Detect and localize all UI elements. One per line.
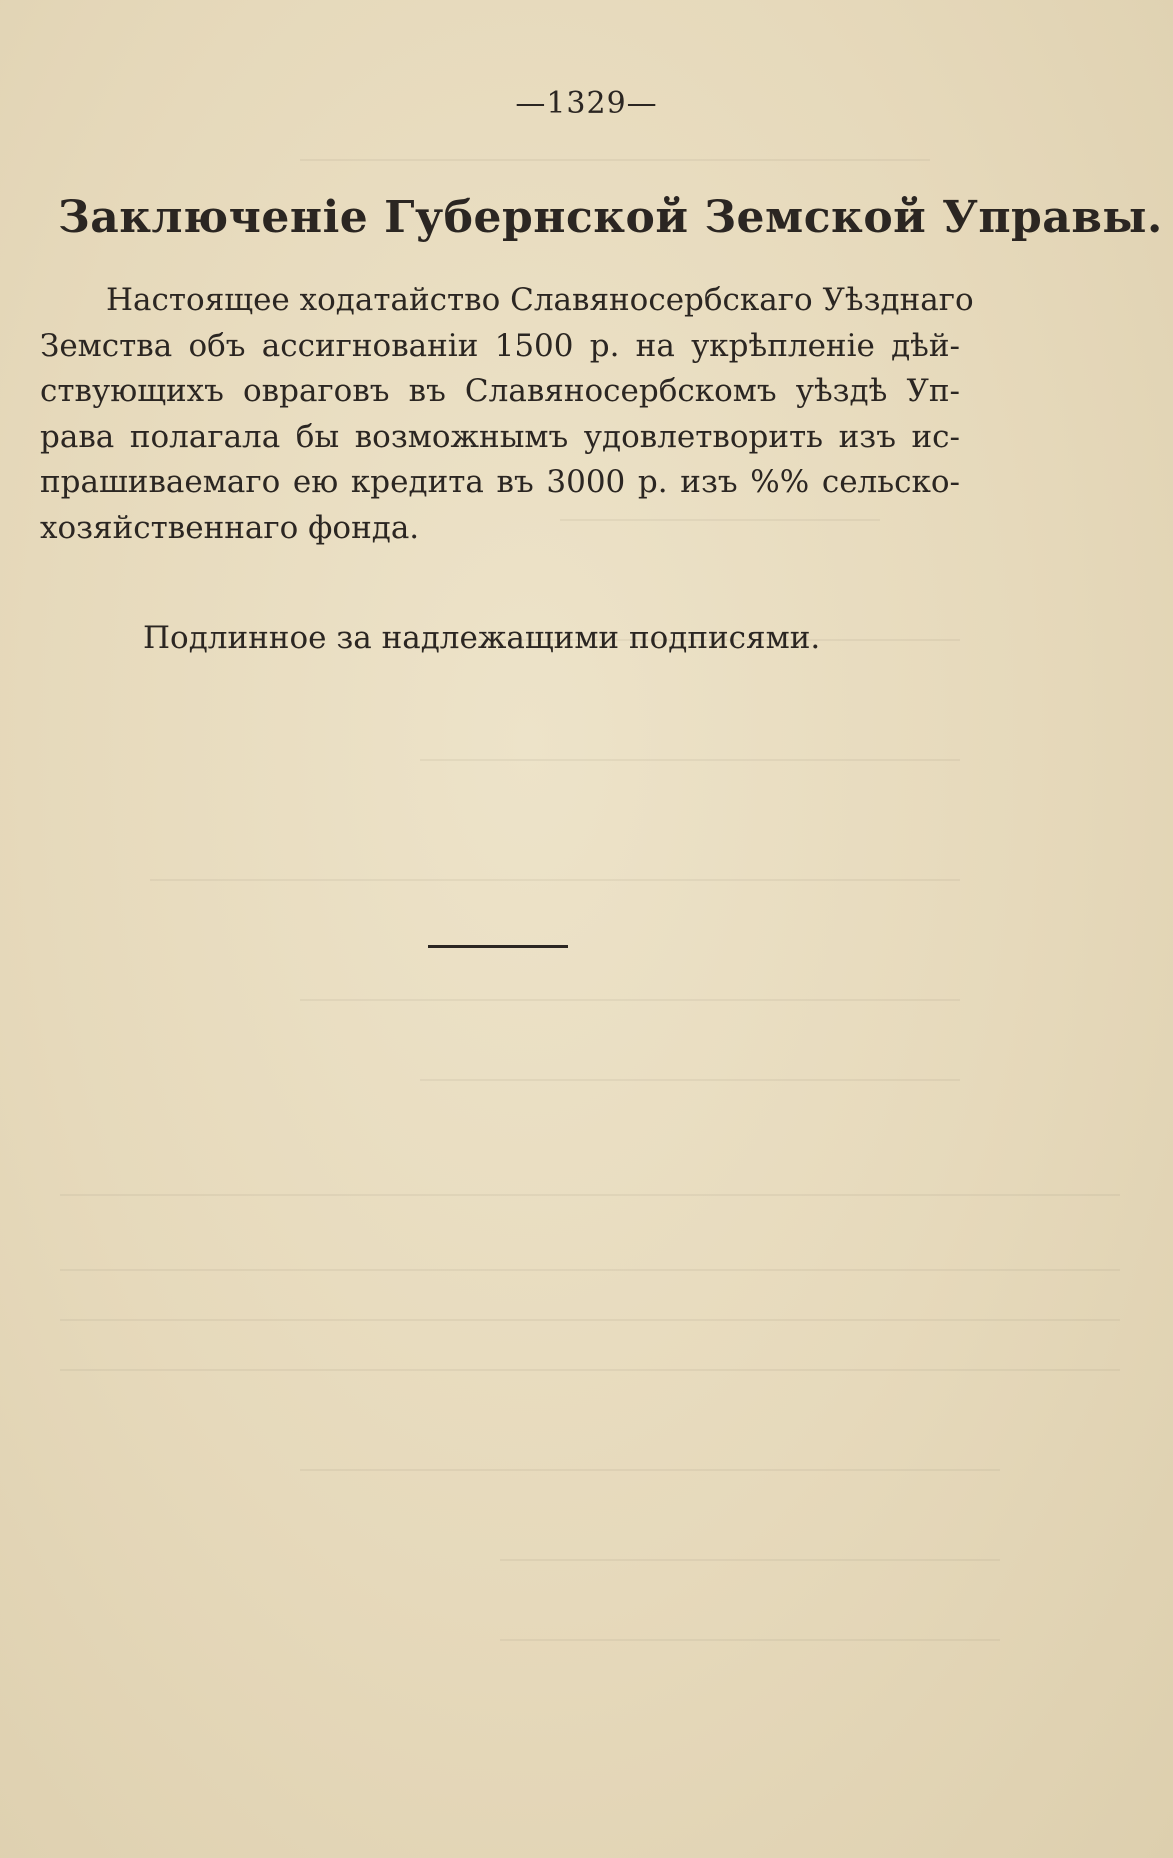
- page-number: —1329—: [515, 86, 658, 121]
- section-heading: Заключеніе Губернской Земской Управы.: [58, 192, 1163, 243]
- paragraph-line: ствующихъ овраговъ въ Славяносербскомъ уѣздѣ Уп-: [40, 373, 960, 410]
- paragraph-line: хозяйственнаго фонда.: [40, 509, 420, 546]
- signature-note: Подлинное за надлежащими подписями.: [143, 620, 821, 656]
- paragraph-line: Земства объ ассигнованіи 1500 р. на укрѣпленіе дѣй-: [40, 327, 960, 364]
- paragraph-line: прашиваемаго ею кредита въ 3000 р. изъ %% сельско-: [40, 464, 960, 501]
- paragraph-line: Настоящее ходатайство Славяносербскаго Уѣзднаго: [106, 282, 974, 318]
- horizontal-rule: [428, 945, 568, 948]
- paragraph-line: рава полагала бы возможнымъ удовлетворить изъ ис-: [40, 418, 960, 455]
- body-paragraph: [40, 278, 974, 552]
